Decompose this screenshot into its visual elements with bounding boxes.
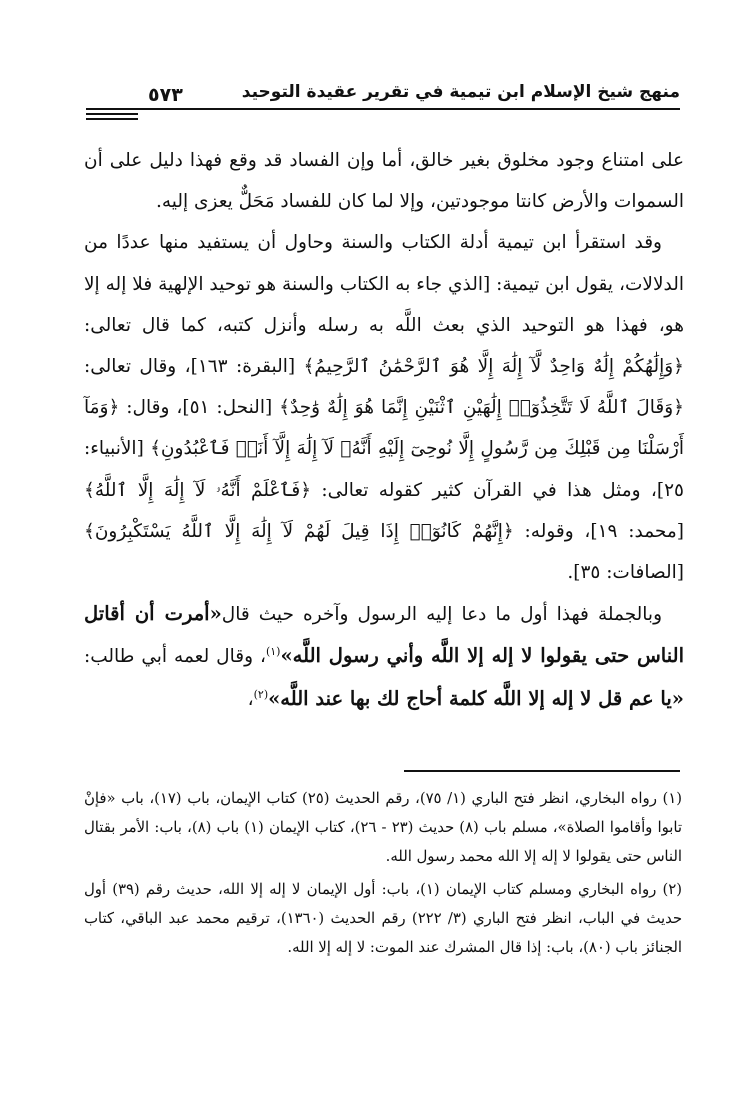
page-number-rule-bottom: [86, 118, 138, 120]
paragraph-2: [84, 222, 684, 593]
paragraph-3-end: ،: [247, 688, 254, 710]
hadith-quote-1: «أمرت أن أقاتل الناس حتى يقولوا لا إله إلا اللَّه وأني رسول اللَّه»: [84, 602, 684, 668]
verse-ref-2: [النحل: ٥١]، وقال:: [119, 397, 280, 419]
quran-verse-4: ﴿فَٱعْلَمْ أَنَّهُۥ لَآ إِلَٰهَ إِلَّا ٱللَّهُ﴾: [84, 479, 312, 501]
running-header-title: منهج شيخ الإسلام ابن تيمية في تقرير عقيدة التوحيد: [241, 82, 680, 102]
verse-ref-5: [الصافات: ٣٥].: [567, 562, 684, 584]
paragraph-3: [84, 593, 684, 720]
paragraph-3-mid: ، وقال لعمه أبي طالب:: [84, 646, 266, 668]
verse-ref-3: [الأنبياء: ٢٥]، ومثل هذا في القرآن كثير كقوله تعالى:: [84, 438, 684, 501]
page-number-rule-top: [86, 113, 138, 115]
quran-verse-2: ﴿وَقَالَ ٱللَّهُ لَا تَتَّخِذُوٓا۟ إِلَٰهَيْنِ ٱثْنَيْنِ إِنَّمَا هُوَ إِلَٰهٌ وَٰحِدٌ﴾: [279, 397, 684, 419]
paragraph-3-lead: وبالجملة فهذا أول ما دعا إليه الرسول وآخره حيث قال: [221, 604, 663, 626]
footnotes: [84, 784, 682, 966]
quran-verse-5: ﴿إِنَّهُمْ كَانُوٓا۟ إِذَا قِيلَ لَهُمْ لَآ إِلَٰهَ إِلَّا ٱللَّهُ يَسْتَكْبِرُونَ﴾: [84, 520, 514, 542]
quran-verse-3: ﴿وَمَآ أَرْسَلْنَا مِن قَبْلِكَ مِن رَّسُولٍ إِلَّا نُوحِىٓ إِلَيْهِ أَنَّهُۥ لَآ إِلَٰهَ إِلَّآ أَنَا۠ فَٱعْبُدُونِ﴾: [84, 397, 685, 460]
footnote-2: (٢) رواه البخاري ومسلم كتاب الإيمان (١)، باب: أول الإيمان لا إله إلا الله، حديث رقم (٣٩) أول حديث في الباب، انظر فتح الباري (٣/ ٢٢٢) رقم الحديث (١٣٦٠)، ترقيم محمد عبد الباقي، كتاب الجنائز باب (٨٠)، باب: إذا قال المشرك عند الموت: لا إله إلا الله.: [84, 881, 683, 956]
footnote-1: (١) رواه البخاري، انظر فتح الباري (١/ ٧٥)، رقم الحديث (٢٥) كتاب الإيمان، باب (١٧)، باب «فإنْ تابوا وأقاموا الصلاة»، مسلم باب (٨) حديث (٢٣ - ٢٦)، كتاب الإيمان (١) باب (٨)، باب: الأمر بقتال الناس حتى يقولوا لا إله إلا الله محمد رسول الله.: [84, 790, 683, 865]
page-number: ٥٧٣: [148, 84, 183, 106]
verse-ref-1: [البقرة: ١٦٣]، وقال تعالى:: [84, 356, 304, 378]
verse-ref-4: [محمد: ١٩]، وقوله:: [513, 520, 684, 542]
footnote-separator: [404, 770, 680, 772]
hadith-quote-2: «يا عم قل لا إله إلا اللَّه كلمة أحاج لك بها عند اللَّه»: [268, 686, 684, 710]
footnote-ref-2: (٢): [253, 687, 269, 701]
quran-verse-1: ﴿وَإِلَٰهُكُمْ إِلَٰهٌ وَاحِدٌ لَّآ إِلَٰهَ إِلَّا هُوَ ٱلرَّحْمَٰنُ ٱلرَّحِيمُ﴾: [303, 356, 684, 378]
footnote-ref-1: (١): [265, 645, 281, 659]
main-text: [84, 140, 684, 720]
header-rule: [86, 108, 680, 110]
paragraph-1: على امتناع وجود مخلوق بغير خالق، أما وإن الفساد قد وقع فهذا دليل على أن السموات والأرض كانتا موجودتين، وإلا لما كان للفساد مَحَلٌّ يعزى إليه.: [84, 150, 684, 213]
paragraph-2-intro: وقد استقرأ ابن تيمية أدلة الكتاب والسنة وحاول أن يستفيد منها عددًا من الدلالات، يقول ابن تيمية: [الذي جاء به الكتاب والسنة هو توحيد الإلهية فلا إله إلا هو، فهذا هو التوحيد الذي بعث اللَّه به رسله وأنزل كتبه، كما قال تعالى:: [84, 232, 684, 336]
